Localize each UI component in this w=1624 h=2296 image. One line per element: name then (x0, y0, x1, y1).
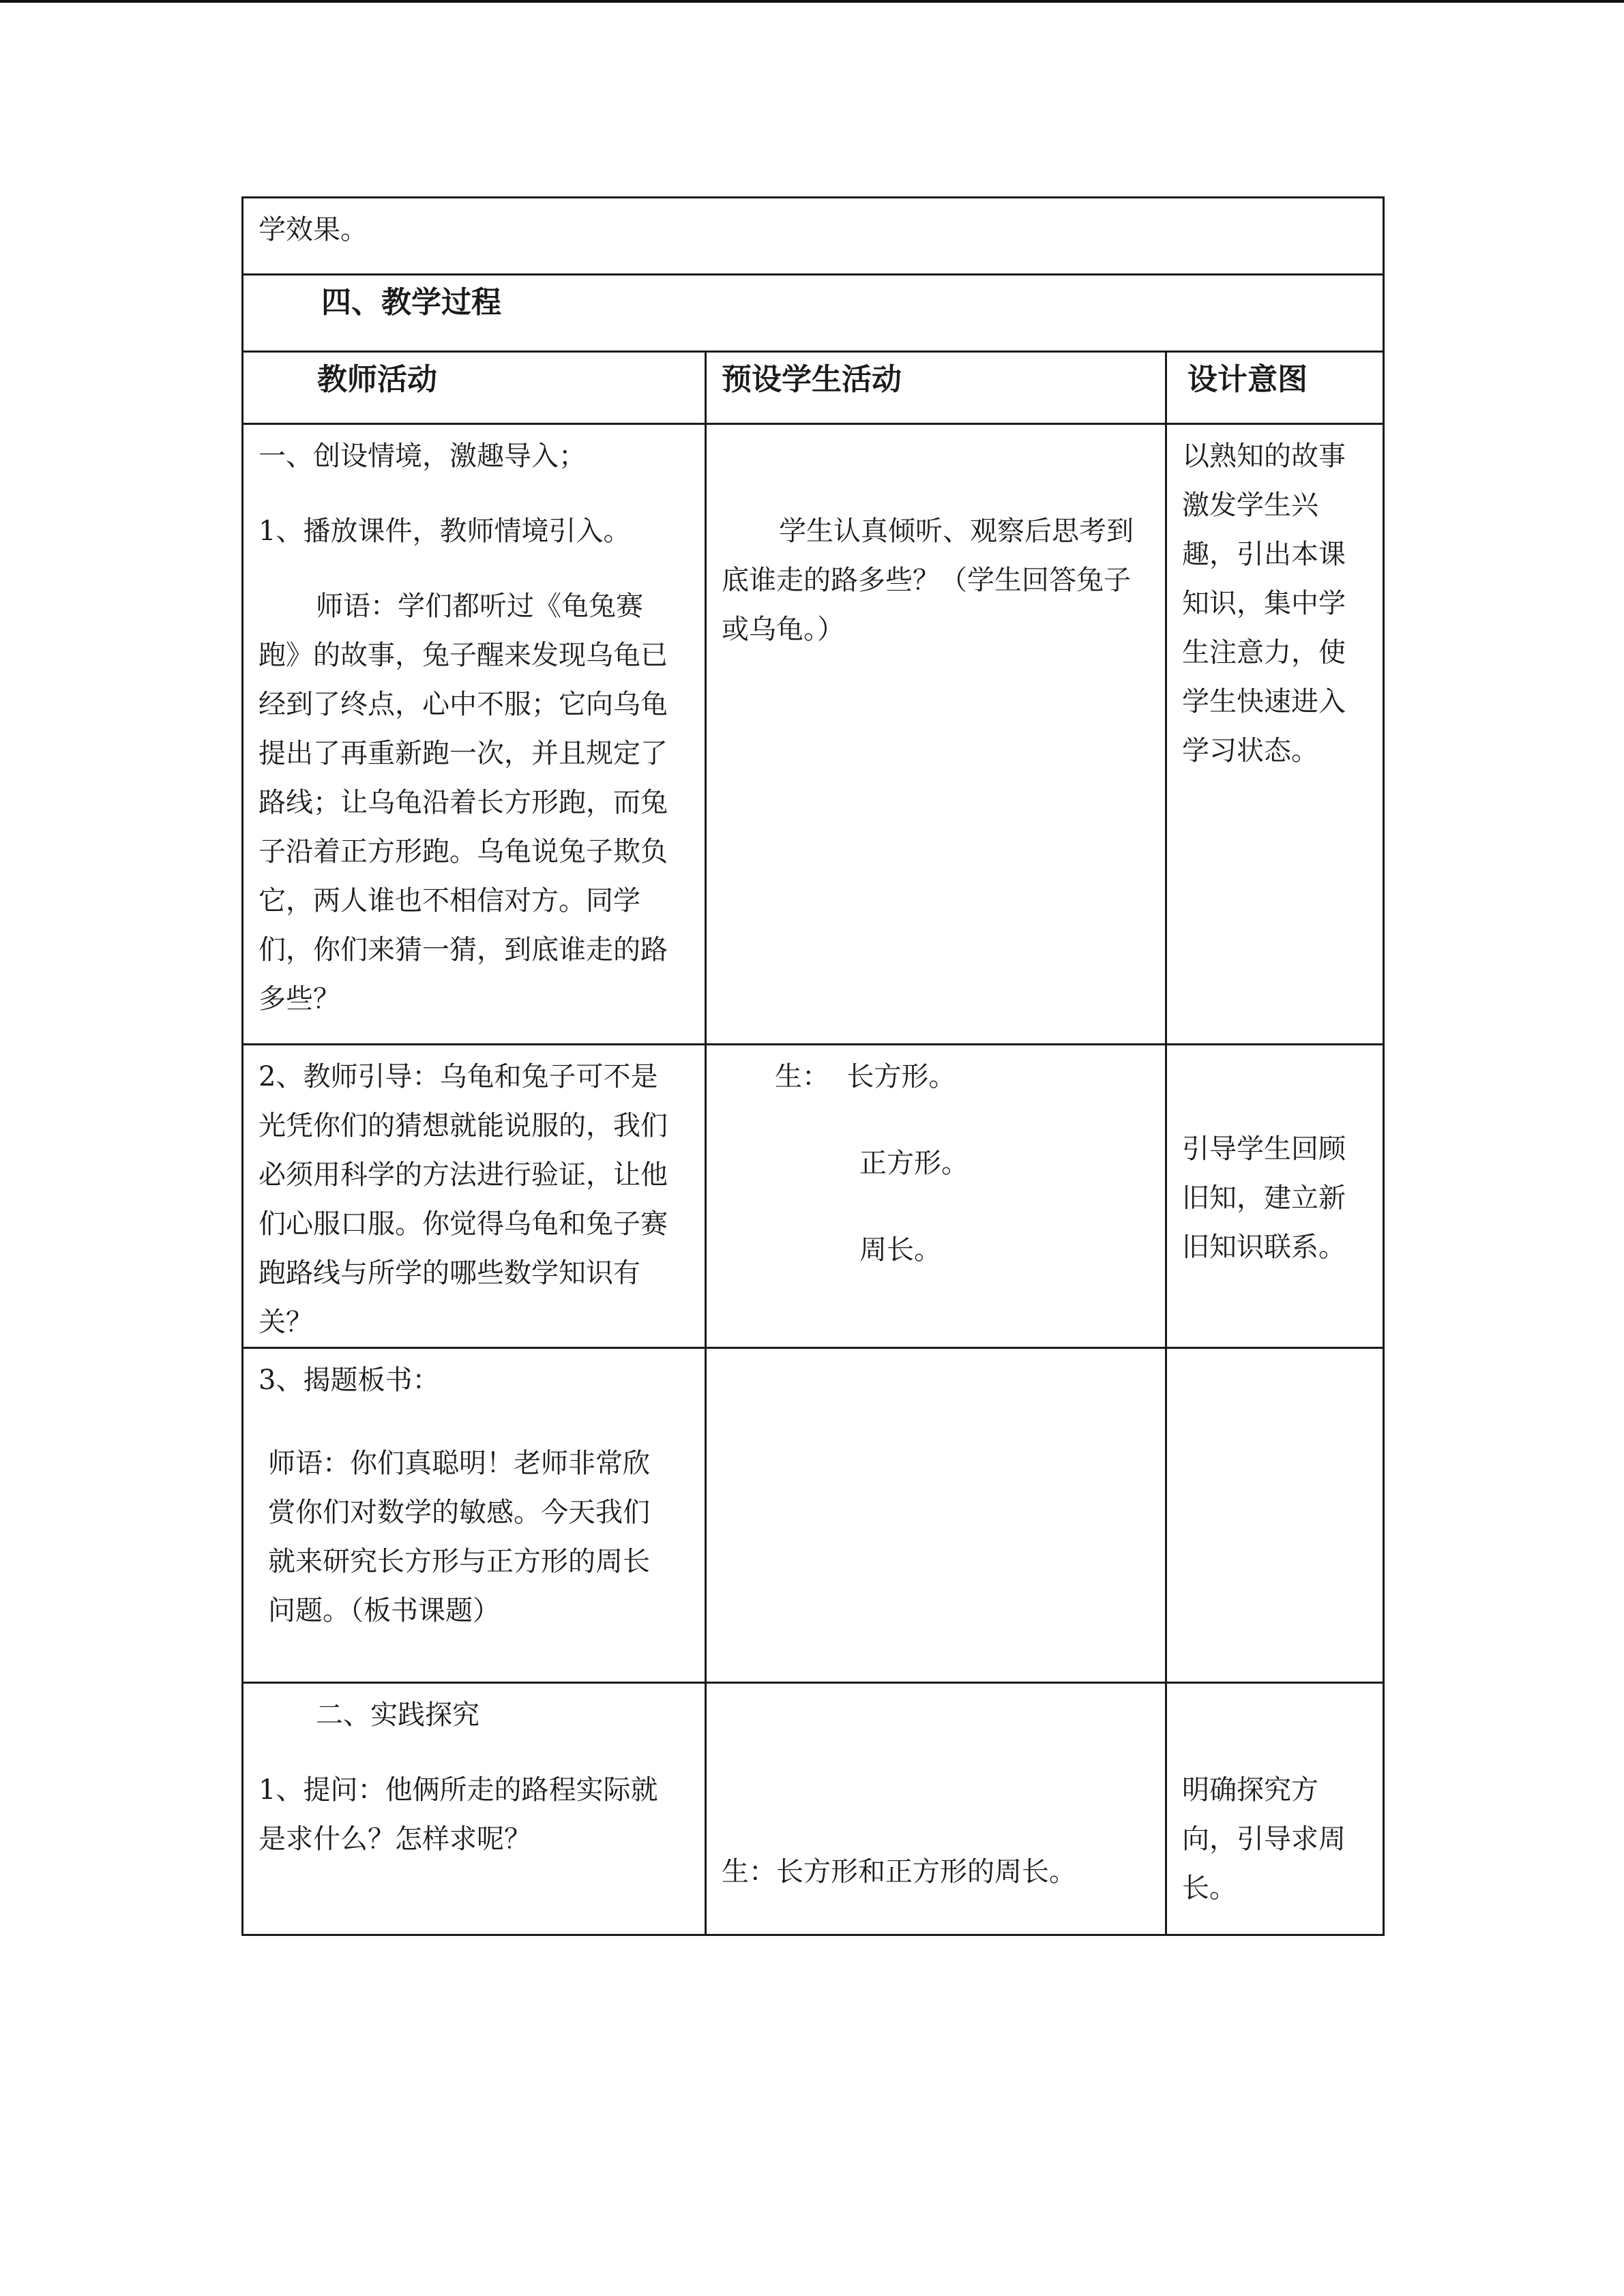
text-line: 关？ (259, 1307, 313, 1338)
text-line: 光凭你们的猜想就能说服的，我们 (259, 1110, 668, 1142)
text-line: 子沿着正方形跑。乌龟说兔子欺负 (259, 836, 668, 867)
text-line: 师语：你们真聪明！老师非常欣 (268, 1448, 650, 1479)
table-row (243, 1045, 1384, 1348)
text-line: 趣，引出本课 (1182, 539, 1346, 570)
intro-tail-text: 学效果。 (259, 214, 368, 245)
table-row (243, 1683, 1384, 1935)
text-line: 以熟知的故事 (1182, 441, 1346, 472)
text-line: 跑》的故事，兔子醒来发现乌龟已 (259, 640, 668, 671)
text-line: 生：长方形和正方形的周长。 (722, 1856, 1076, 1888)
header-design-intent: 设计意图 (1187, 362, 1308, 397)
teacher-activity-cell (243, 424, 706, 1045)
header-teacher-activity: 教师活动 (317, 362, 437, 397)
student-activity-cell (706, 424, 1166, 1045)
student-activity-cell (706, 1683, 1166, 1935)
text-line: 1、播放课件，教师情境引入。 (259, 516, 631, 547)
text-line: 学生认真倾听、观察后思考到 (779, 516, 1134, 547)
text-line: 激发学生兴 (1182, 490, 1318, 521)
text-line: 必须用科学的方法进行验证，让他 (259, 1159, 668, 1191)
intro-row (243, 198, 1384, 275)
design-intent-cell (1166, 1045, 1384, 1348)
text-line: 2、教师引导：乌龟和兔子可不是 (259, 1061, 658, 1092)
text-line: 底谁走的路多些？（学生回答兔子 (722, 565, 1131, 596)
student-activity-cell (706, 1348, 1166, 1683)
text-line: 多些？ (259, 983, 340, 1015)
page-top-border (0, 0, 1624, 3)
text-line: 生注意力，使 (1182, 637, 1346, 668)
text-line: 路线；让乌龟沿着长方形跑，而兔 (259, 787, 668, 818)
section-title-row (243, 275, 1384, 352)
text-line: 就来研究长方形与正方形的周长 (268, 1546, 650, 1577)
teacher-activity-cell (243, 1683, 706, 1935)
design-intent-cell (1166, 1683, 1384, 1935)
text-line: 正方形。 (859, 1148, 969, 1179)
student-activity-cell (706, 1045, 1166, 1348)
table-row (243, 424, 1384, 1045)
design-intent-cell (1166, 1348, 1384, 1683)
section-title: 四、教学过程 (321, 285, 501, 320)
text-line: 旧知，建立新 (1182, 1182, 1346, 1214)
text-line: 学生快速进入 (1182, 686, 1346, 717)
text-line: 向，引导求周 (1182, 1823, 1346, 1855)
text-line: 1、提问：他俩所走的路程实际就 (259, 1774, 658, 1806)
text-line: 经到了终点，心中不服；它向乌龟 (259, 689, 668, 720)
header-row (243, 352, 1384, 424)
text-line: 长。 (1182, 1873, 1237, 1904)
text-line: 周长。 (859, 1234, 941, 1266)
text-line: 们心服口服。你觉得乌龟和兔子赛 (259, 1208, 668, 1240)
text-line: 引导学生回顾 (1182, 1133, 1346, 1165)
text-line: 赏你们对数学的敏感。今天我们 (268, 1497, 650, 1528)
table-row (243, 1348, 1384, 1683)
text-line: 们，你们来猜一猜，到底谁走的路 (259, 934, 668, 966)
text-line: 师语：学们都听过《龟兔赛 (316, 591, 643, 622)
text-line: 明确探究方 (1182, 1774, 1318, 1806)
text-line: 生： 长方形。 (775, 1061, 956, 1092)
design-intent-cell (1166, 424, 1384, 1045)
text-line: 旧知识联系。 (1182, 1232, 1346, 1263)
text-line: 跑路线与所学的哪些数学知识有 (259, 1257, 640, 1289)
teacher-activity-cell (243, 1348, 706, 1683)
text-line: 提出了再重新跑一次，并且规定了 (259, 738, 668, 769)
teacher-activity-cell (243, 1045, 706, 1348)
header-student-activity: 预设学生活动 (722, 362, 902, 397)
text-line: 问题。（板书课题） (268, 1595, 500, 1626)
text-line: 3、揭题板书： (259, 1365, 440, 1396)
text-line: 二、实践探究 (316, 1699, 479, 1731)
text-line: 它，两人谁也不相信对方。同学 (259, 885, 640, 916)
text-line: 或乌龟。） (722, 614, 844, 645)
lesson-plan-table (241, 196, 1385, 1936)
text-line: 知识，集中学 (1182, 588, 1346, 619)
text-line: 学习状态。 (1182, 735, 1318, 766)
text-line: 是求什么？怎样求呢？ (259, 1823, 531, 1855)
text-line: 一、创设情境，激趣导入； (259, 441, 586, 472)
